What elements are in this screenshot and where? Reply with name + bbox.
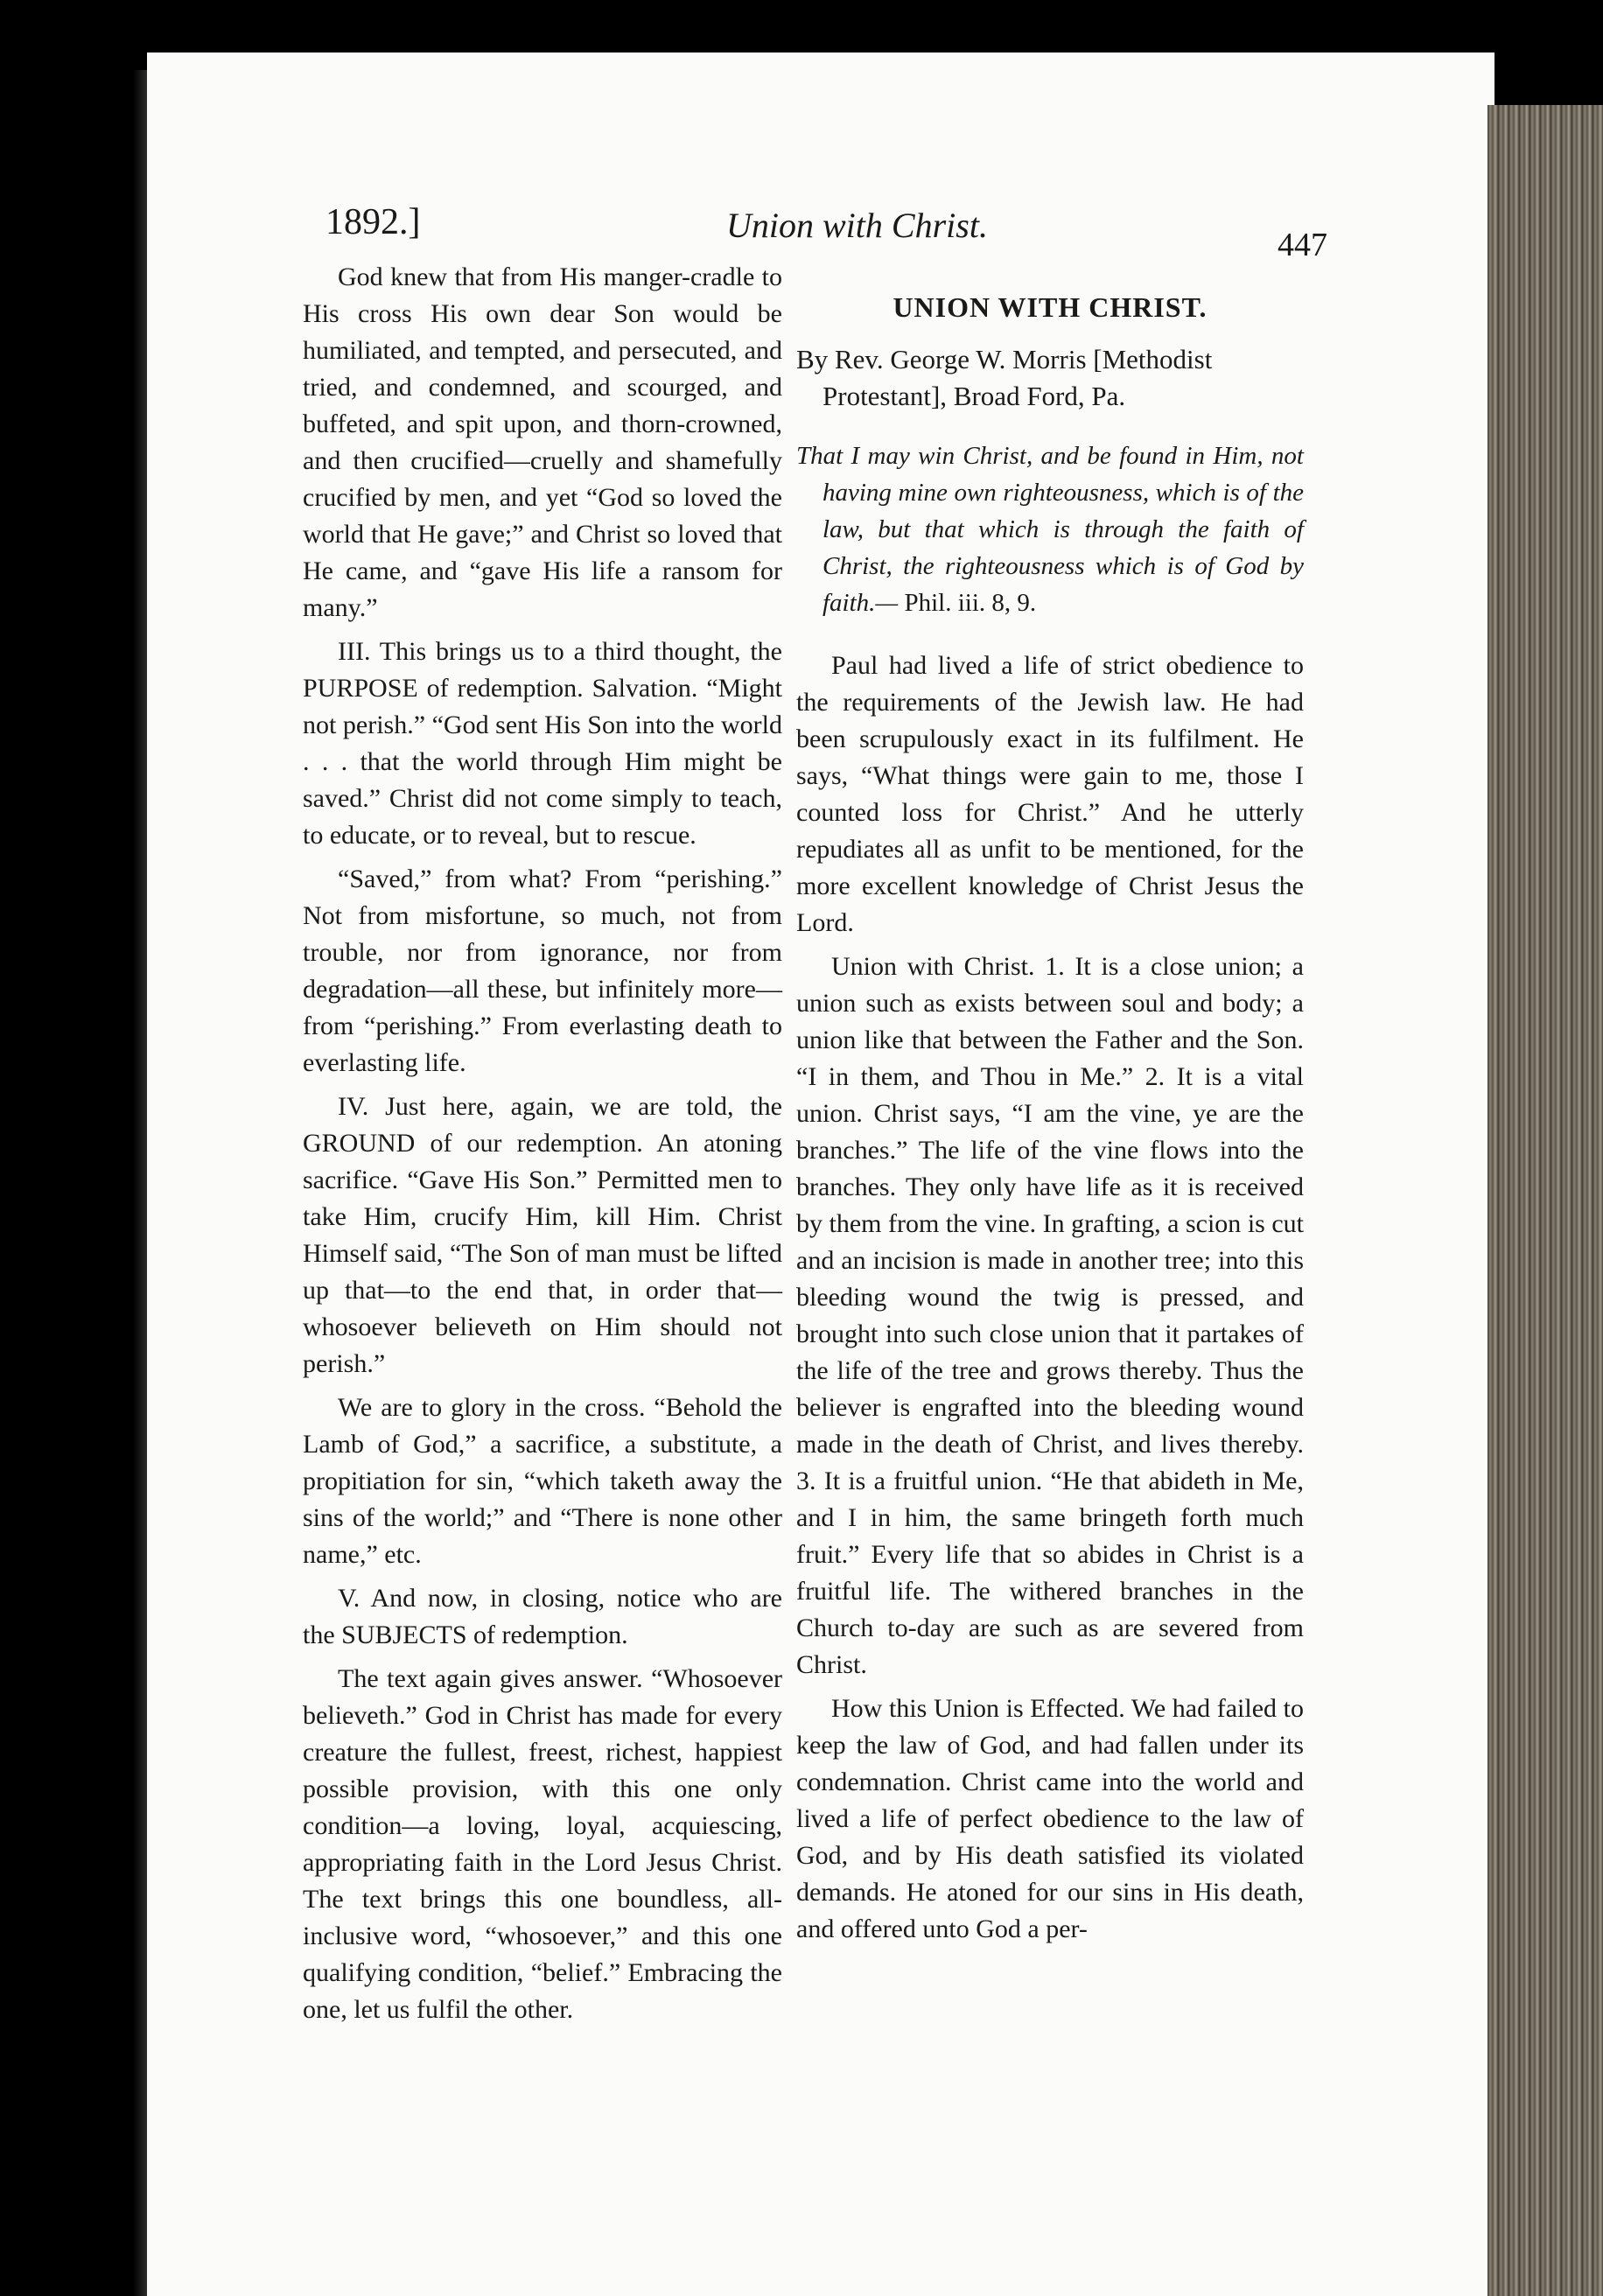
article-title: UNION WITH CHRIST. xyxy=(892,291,1208,323)
paragraph: “Saved,” from what? From “perishing.” Not from misfortune, so much, not from trouble, nor from ignorance, nor from degradation—all these, but infinitely more—from “perishing.” From everlasting death to everlasting life. xyxy=(303,864,782,1077)
byline: By Rev. George W. Morris [Methodist Protestant], Broad Ford, Pa. xyxy=(796,344,1213,411)
page-edges xyxy=(1488,105,1603,2296)
page-number: 447 xyxy=(1278,227,1327,263)
paragraph: How this Union is Effected. We had failed to keep the law of God, and had fallen under its condemnation. Christ came into the world and lived a life of perfect obedience to the law of God, and by His death satisfied its violated demands. He atoned for our sins in His death, and offered unto God a per- xyxy=(796,1694,1304,1943)
paragraph: V. And now, in closing, notice who are the SUBJECTS of redemption. xyxy=(303,1584,782,1649)
header-running-title: Union with Christ. xyxy=(726,206,988,245)
paragraph: IV. Just here, again, we are told, the GROUND of our redemption. An atoning sacrifice. “Gave His Son.” Permitted men to take Him, crucify Him, kill Him. Christ Himself said, “The Son of man must be lifted up that—to the end that, in order that—whosoever believeth on Him should not perish.” xyxy=(303,1092,782,1378)
right-column xyxy=(796,289,1304,1955)
paragraph: Union with Christ. 1. It is a close union; a union such as exists between soul and body; a union like that between the Father and the Son. “I in them, and Thou in Me.” 2. It is a vital union. Christ says, “I am the vine, ye are the branches.” The life of the vine flows into the branches. They only have life as it is received by them from the vine. In grafting, a scion is cut and an incision is made in another tree; into this bleeding wound the twig is pressed, and brought into such close union that it partakes of the life of the tree and grows thereby. Thus the believer is engrafted into the bleeding wound made in the death of Christ, and lives thereby. 3. It is a fruitful union. “He that abideth in Me, and I in him, the same bringeth forth much fruit.” Every life that so abides in Christ is a fruitful life. The withered branches in the Church to-day are such as are severed from Christ. xyxy=(796,952,1304,1679)
paragraph: We are to glory in the cross. “Behold the Lamb of God,” a sacrifice, a substitute, a propitiation for sin, “which taketh away the sins of the world;” and “There is none other name,” etc. xyxy=(303,1393,782,1569)
left-column xyxy=(303,259,782,2035)
paragraph: The text again gives answer. “Whosoever believeth.” God in Christ has made for every creature the fullest, freest, richest, happiest possible provision, with this one only condition—a loving, loyal, acquiescing, appropriating faith in the Lord Jesus Christ. The text brings this one boundless, all-inclusive word, “whosoever,” and this one qualifying condition, “belief.” Embracing the one, let us fulfil the other. xyxy=(303,1664,782,2024)
epigraph-text: That I may win Christ, and be found in Him, not having mine own righteousness, which is of the law, but that which is through the faith of Christ, the righteousness which is of God by faith.— xyxy=(796,442,1304,617)
paragraph: III. This brings us to a third thought, the PURPOSE of redemption. Salvation. “Might not perish.” “God sent His Son into the world . . . that the world through Him might be saved.” Christ did not come simply to teach, to educate, or to reveal, but to rescue. xyxy=(303,637,782,850)
running-header xyxy=(166,194,1327,263)
paragraph: God knew that from His manger-cradle to His cross His own dear Son would be humiliated, and tempted, and persecuted, and tried, and condemned, and scourged, and buffeted, and spit upon, and thorn-crowned, and then crucified—cruelly and shamefully crucified by men, and yet “God so loved the world that He gave;” and Christ so loved that He came, and “gave His life a ransom for many.” xyxy=(303,262,782,622)
epigraph-reference: Phil. iii. 8, 9. xyxy=(904,589,1037,617)
paragraph: Paul had lived a life of strict obedience to the requirements of the Jewish law. He had been scrupulously exact in its fulfilment. He says, “What things were gain to me, those I counted loss for Christ.” And he utterly repudiates all as unfit to be mentioned, for the more excellent knowledge of Christ Jesus the Lord. xyxy=(796,651,1304,937)
epigraph xyxy=(796,438,1304,621)
header-year: 1892.] xyxy=(326,202,421,242)
